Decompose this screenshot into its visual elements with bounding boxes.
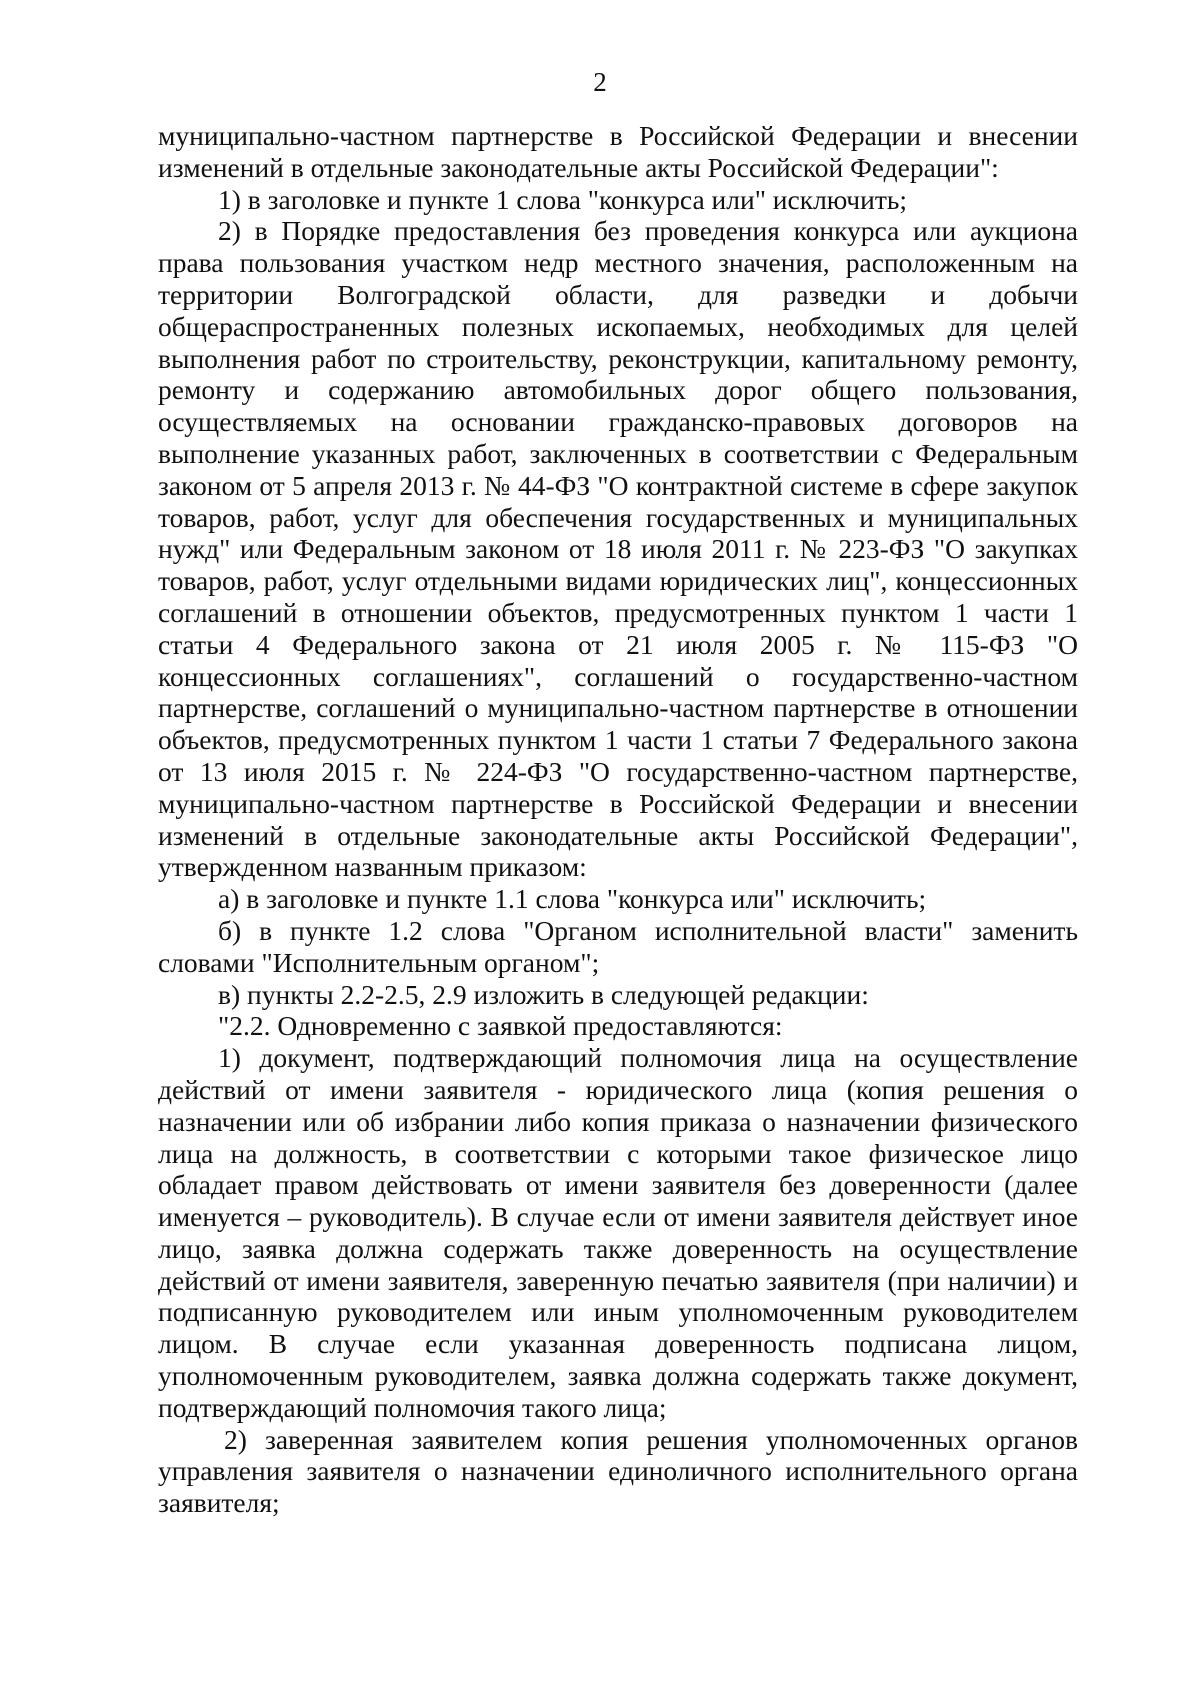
paragraph-item-1: 1) в заголовке и пункте 1 слова "конкурса или" исключить; (218, 183, 908, 215)
paragraph-subitem-a: а) в заголовке и пункте 1.1 слова "конкурса или" исключить; (218, 883, 927, 915)
paragraph-subitem-b: б) в пункте 1.2 слова "Органом исполнительной власти" заменить словами "Исполнительным органом"; (158, 914, 1078, 978)
paragraph-item-2: 2) в Порядке предоставления без проведения конкурса или аукциона права пользования участком недр местного значения, расположенным на территории Волгоградской области, для разведки и добычи общераспространенных полезных ископаемых, необходимых для целей выполнения работ по строительству, реконструкции, капитальному ремонту, ремонту и содержанию автомобильных дорог общего пользования, осуществляемых на основании гражданско-правовых договоров на выполнение указанных работ, заключенных в соответствии с Федеральным законом от 5 апреля 2013 г. № 44-ФЗ "О контрактной системе в сфере закупок товаров, работ, услуг для обеспечения государственных и муниципальных нужд" или Федеральным законом от 18 июля 2011 г. № 223-ФЗ "О закупках товаров, работ, услуг отдельными видами юридических лиц", концессионных соглашений в отношении объектов, предусмотренных пунктом 1 части 1 статьи 4 Федерального закона от 21 июля 2005 г. № 115-ФЗ "О концессионных соглашениях", соглашений о государственно-частном партнерстве, соглашений о муниципально-частном партнерстве в отношении объектов, предусмотренных пунктом 1 части 1 статьи 7 Федерального закона от 13 июля 2015 г. № 224-ФЗ "О государственно-частном партнерстве, муниципально-частном партнерстве в Российской Федерации и внесении изменений в отдельные законодательные акты Российской Федерации", утвержденном названным приказом: (158, 215, 1078, 883)
page-number: 2 (593, 67, 607, 97)
paragraph-subitem-v: в) пункты 2.2-2.5, 2.9 изложить в следующей редакции: (218, 978, 869, 1010)
paragraph-clause-2-2: "2.2. Одновременно с заявкой предоставляются: (218, 1010, 783, 1042)
document-body (158, 120, 1078, 1519)
paragraph-clause-2-2-item-2: 2) заверенная заявителем копия решения уполномоченных органов управления заявителя о назначении единоличного исполнительного органа заявителя; (158, 1423, 1078, 1519)
paragraph-clause-2-2-item-1: 1) документ, подтверждающий полномочия лица на осуществление действий от имени заявителя - юридического лица (копия решения о назначении или об избрании либо копия приказа о назначении физического лица на должность, в соответствии с которыми такое физическое лицо обладает правом действовать от имени заявителя без доверенности (далее именуется – руководитель). В случае если от имени заявителя действует иное лицо, заявка должна содержать также доверенность на осуществление действий от имени заявителя, заверенную печатью заявителя (при наличии) и подписанную руководителем или иным уполномоченным руководителем лицом. В случае если указанная доверенность подписана лицом, уполномоченным руководителем, заявка должна содержать также документ, подтверждающий полномочия такого лица; (158, 1042, 1078, 1423)
paragraph-intro-continuation: муниципально-частном партнерстве в Российской Федерации и внесении изменений в отдельные законодательные акты Российской Федерации": (158, 120, 1078, 183)
